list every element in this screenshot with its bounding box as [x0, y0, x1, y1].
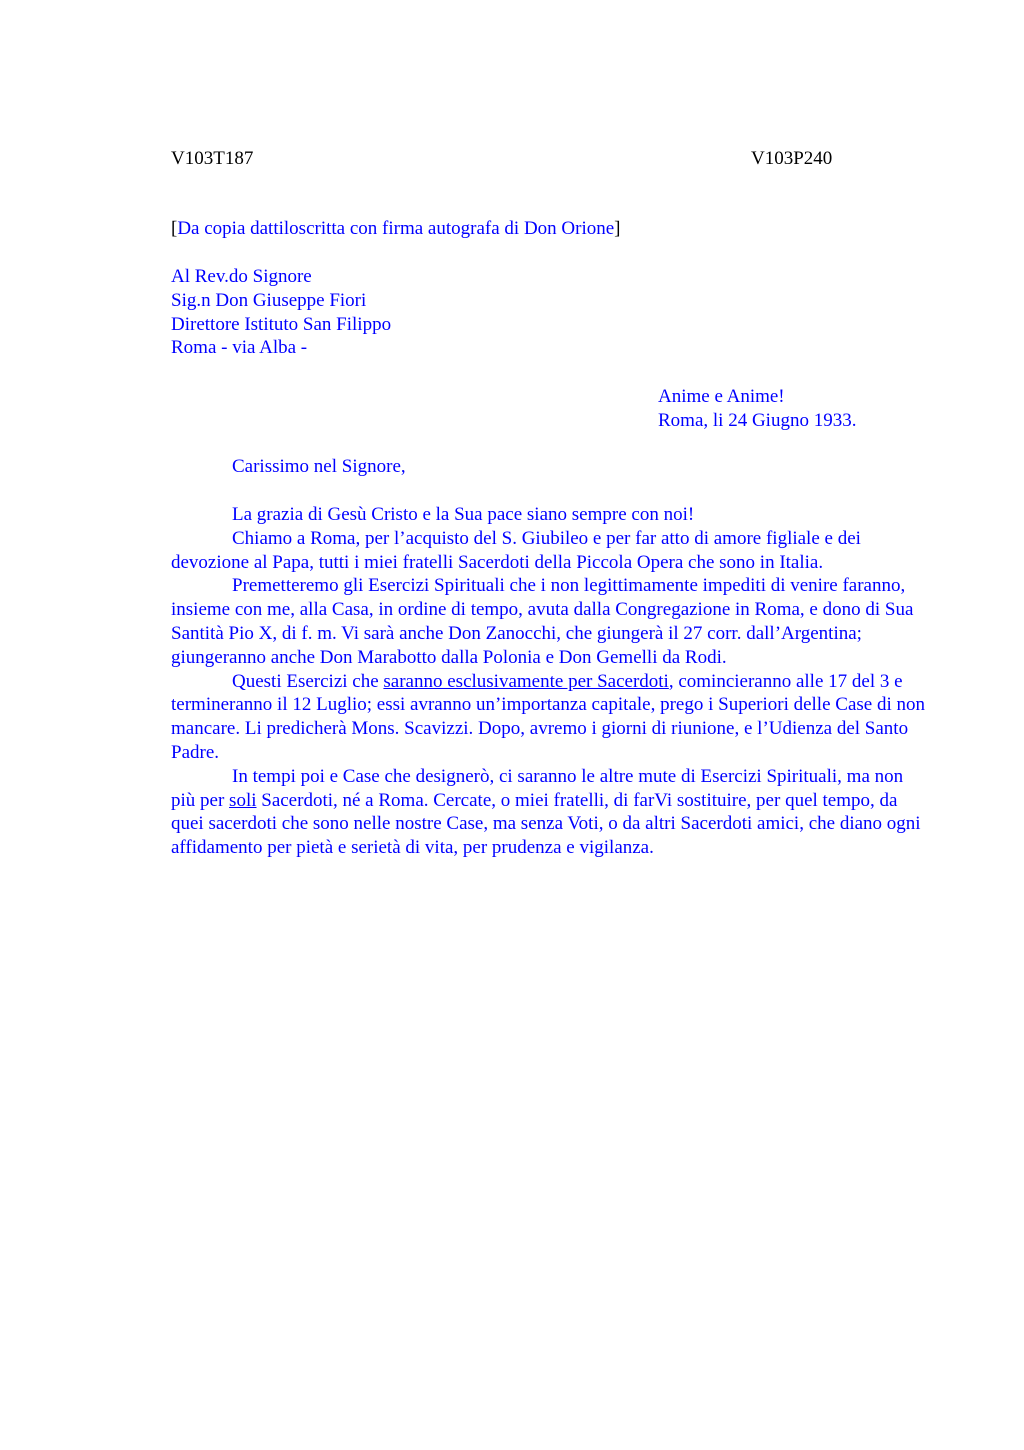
underlined-phrase: saranno esclusivamente per Sacerdoti — [383, 670, 669, 692]
address-line: Al Rev.do Signore — [171, 266, 312, 287]
source-note-close-bracket: ] — [614, 218, 621, 239]
paragraph-5 — [171, 765, 928, 860]
underlined-word: soli — [229, 789, 257, 811]
address-line: Sig.n Don Giuseppe Fiori — [171, 289, 367, 311]
address-line: Roma - via Alba - — [171, 337, 308, 359]
letter-body — [171, 503, 928, 860]
address-line: Direttore Istituto San Filippo — [171, 313, 392, 335]
salutation: Carissimo nel Signore, — [232, 456, 406, 477]
source-note-open-bracket: [ — [171, 218, 178, 239]
paragraph-4-end: , comincieranno alle 17 del 3 e termineranno il 12 Luglio; essi avranno un’importanza capitale, prego i Superiori delle Case di non mancare. Li predicherà Mons. Scavizzi. Dopo, avremo i giorni di riunione, e l’Udienza del Santo Padre. — [171, 670, 925, 763]
document-code-right: V103P240 — [751, 148, 833, 169]
paragraph-4-start: Questi Esercizi che — [232, 670, 384, 692]
paragraph-4 — [171, 670, 928, 765]
motto: Anime e Anime! — [658, 386, 785, 407]
paragraph-1: La grazia di Gesù Cristo e la Sua pace siano sempre con noi! — [232, 504, 695, 525]
paragraph-5-end: Sacerdoti, né a Roma. Cercate, o miei fratelli, di farVi sostituire, per quel tempo, da quei sacerdoti che sono nelle nostre Case, ma senza Voti, o da altri Sacerdoti amici, che diano ogni affidamento per pietà e serietà di vita, per prudenza e vigilanza. — [171, 789, 921, 859]
source-note — [171, 217, 621, 241]
source-note-text: Da copia dattiloscritta con firma autografa di Don Orione — [177, 218, 615, 239]
recipient-address — [171, 265, 391, 360]
paragraph-2: Chiamo a Roma, per l’acquisto del S. Giubileo e per far atto di amore figliale e dei devozione al Papa, tutti i miei fratelli Sacerdoti della Piccola Opera che sono in Italia. — [171, 527, 861, 573]
date: Roma, li 24 Giugno 1933. — [658, 409, 857, 431]
paragraph-5-start: In tempi poi e Case che designerò, ci saranno le altre mute di Esercizi Spirituali, ma non più per — [171, 765, 904, 811]
dateline — [658, 385, 856, 433]
paragraph-3: Premetteremo gli Esercizi Spirituali che i non legittimamente impediti di venire faranno, insieme con me, alla Casa, in ordine di tempo, avuta dalla Congregazione in Roma, e dono di Sua Santità Pio X, di f. m. Vi sarà anche Don Zanocchi, che giungerà il 27 corr. dall’Argentina; giungeranno anche Don Marabotto dalla Polonia e Don Gemelli da Rodi. — [171, 575, 914, 668]
document-code-left: V103T187 — [171, 148, 254, 169]
